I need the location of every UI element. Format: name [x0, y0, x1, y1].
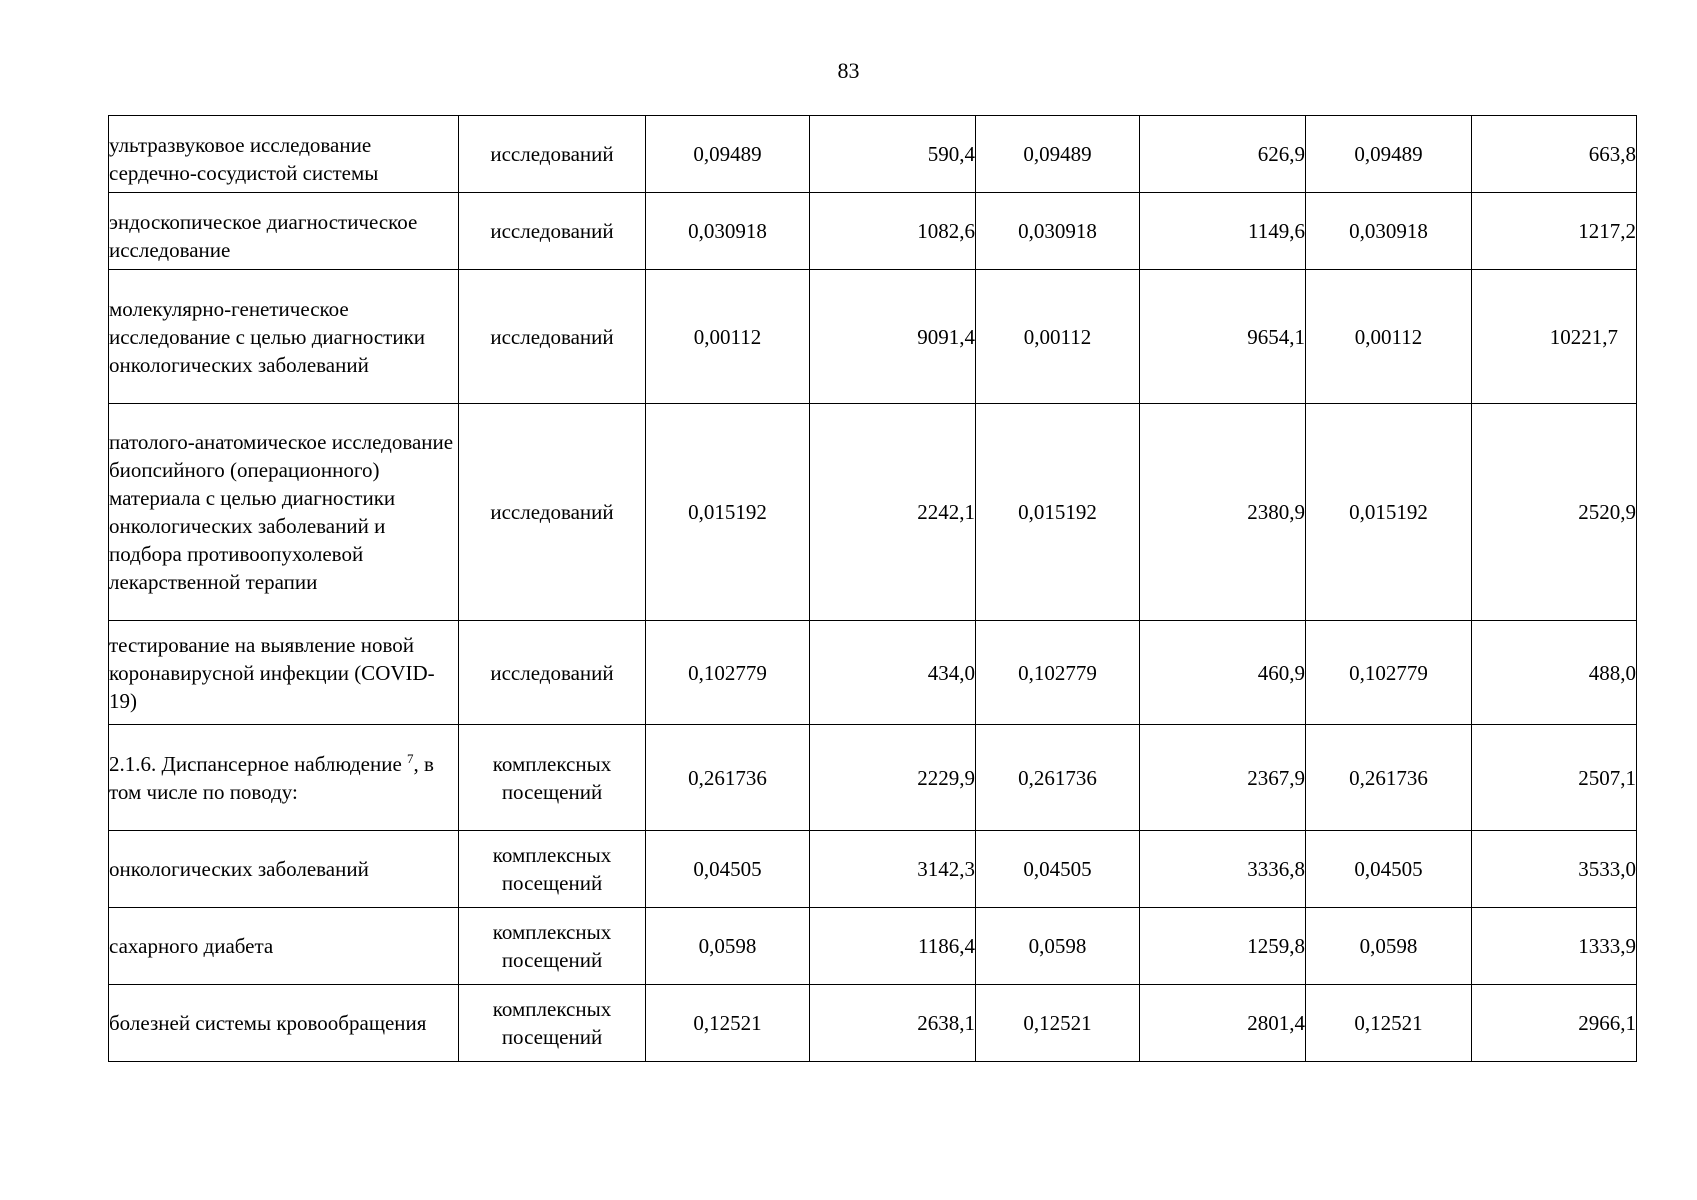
unit-cell: исследований [459, 116, 646, 193]
service-name-cell: болезней системы кровообращения [109, 985, 459, 1062]
rate-2024-cell: 0,030918 [646, 193, 810, 270]
cost-2025-cell: 1259,8 [1140, 908, 1306, 985]
table-row [109, 725, 1637, 831]
unit-cell: комплексных посещений [459, 831, 646, 908]
cost-2024-cell: 3142,3 [810, 831, 976, 908]
rate-2025-cell: 0,015192 [976, 404, 1140, 621]
unit-cell: исследований [459, 193, 646, 270]
cost-2026-cell: 488,0 [1472, 621, 1637, 725]
table-row [109, 404, 1637, 621]
cost-2026-cell: 1333,9 [1472, 908, 1637, 985]
table-row [109, 985, 1637, 1062]
cost-2025-cell: 2801,4 [1140, 985, 1306, 1062]
unit-cell: комплексных посещений [459, 908, 646, 985]
rate-2026-cell: 0,102779 [1306, 621, 1472, 725]
page-number: 83 [837, 58, 860, 83]
cost-2026-cell: 10221,7 [1472, 270, 1637, 404]
cost-2024-cell: 1082,6 [810, 193, 976, 270]
section-title-continuation: , в том числе по поводу: [109, 751, 434, 804]
table-row [109, 831, 1637, 908]
cost-2025-cell: 626,9 [1140, 116, 1306, 193]
table-row [109, 270, 1637, 404]
unit-cell: исследований [459, 621, 646, 725]
rate-2025-cell: 0,030918 [976, 193, 1140, 270]
rate-2024-cell: 0,261736 [646, 725, 810, 831]
service-name-cell: ультразвуковое исследование сердечно-сосудистой системы [109, 116, 459, 193]
unit-cell: исследований [459, 404, 646, 621]
cost-2024-cell: 590,4 [810, 116, 976, 193]
cost-2025-cell: 3336,8 [1140, 831, 1306, 908]
rate-2024-cell: 0,102779 [646, 621, 810, 725]
rate-2024-cell: 0,015192 [646, 404, 810, 621]
service-name-cell: онкологических заболеваний [109, 831, 459, 908]
volume-cost-table [108, 115, 1637, 1062]
rate-2024-cell: 0,09489 [646, 116, 810, 193]
rate-2025-cell: 0,04505 [976, 831, 1140, 908]
unit-cell: комплексных посещений [459, 985, 646, 1062]
rate-2024-cell: 0,04505 [646, 831, 810, 908]
rate-2024-cell: 0,00112 [646, 270, 810, 404]
cost-2026-cell: 663,8 [1472, 116, 1637, 193]
cost-2024-cell: 434,0 [810, 621, 976, 725]
table-row [109, 116, 1637, 193]
service-name-cell: молекулярно-генетическое исследование с целью диагностики онкологических заболеваний [109, 270, 459, 404]
cost-2024-cell: 2242,1 [810, 404, 976, 621]
unit-cell: комплексных посещений [459, 725, 646, 831]
rate-2026-cell: 0,09489 [1306, 116, 1472, 193]
rate-2026-cell: 0,030918 [1306, 193, 1472, 270]
rate-2026-cell: 0,261736 [1306, 725, 1472, 831]
cost-2025-cell: 460,9 [1140, 621, 1306, 725]
rate-2025-cell: 0,00112 [976, 270, 1140, 404]
rate-2025-cell: 0,102779 [976, 621, 1140, 725]
service-name-cell: эндоскопическое диагностическое исследование [109, 193, 459, 270]
table-row [109, 908, 1637, 985]
rate-2025-cell: 0,12521 [976, 985, 1140, 1062]
service-name-cell: сахарного диабета [109, 908, 459, 985]
unit-cell: исследований [459, 270, 646, 404]
cost-2026-cell: 3533,0 [1472, 831, 1637, 908]
footnote-marker: 7 [407, 750, 414, 766]
service-name-cell [109, 725, 459, 831]
cost-2026-cell: 2966,1 [1472, 985, 1637, 1062]
cost-2025-cell: 2367,9 [1140, 725, 1306, 831]
service-name-cell: патолого-анатомическое исследование биопсийного (операционного) материала с целью диагностики онкологических заболеваний и подбора противоопухолевой лекарственной терапии [109, 404, 459, 621]
cost-2024-cell: 1186,4 [810, 908, 976, 985]
table-row [109, 193, 1637, 270]
cost-2025-cell: 1149,6 [1140, 193, 1306, 270]
cost-2025-cell: 9654,1 [1140, 270, 1306, 404]
cost-2026-cell: 1217,2 [1472, 193, 1637, 270]
rate-2026-cell: 0,00112 [1306, 270, 1472, 404]
cost-2024-cell: 9091,4 [810, 270, 976, 404]
cost-2024-cell: 2229,9 [810, 725, 976, 831]
rate-2026-cell: 0,04505 [1306, 831, 1472, 908]
cost-2025-cell: 2380,9 [1140, 404, 1306, 621]
rate-2026-cell: 0,015192 [1306, 404, 1472, 621]
cost-2024-cell: 2638,1 [810, 985, 976, 1062]
service-name-cell: тестирование на выявление новой коронавирусной инфекции (COVID-19) [109, 621, 459, 725]
section-title: 2.1.6. Диспансерное наблюдение [109, 751, 402, 776]
cost-2026-cell: 2507,1 [1472, 725, 1637, 831]
rate-2024-cell: 0,0598 [646, 908, 810, 985]
rate-2025-cell: 0,261736 [976, 725, 1140, 831]
rate-2026-cell: 0,12521 [1306, 985, 1472, 1062]
rate-2025-cell: 0,09489 [976, 116, 1140, 193]
rate-2024-cell: 0,12521 [646, 985, 810, 1062]
rate-2026-cell: 0,0598 [1306, 908, 1472, 985]
rate-2025-cell: 0,0598 [976, 908, 1140, 985]
table-row [109, 621, 1637, 725]
cost-2026-cell: 2520,9 [1472, 404, 1637, 621]
